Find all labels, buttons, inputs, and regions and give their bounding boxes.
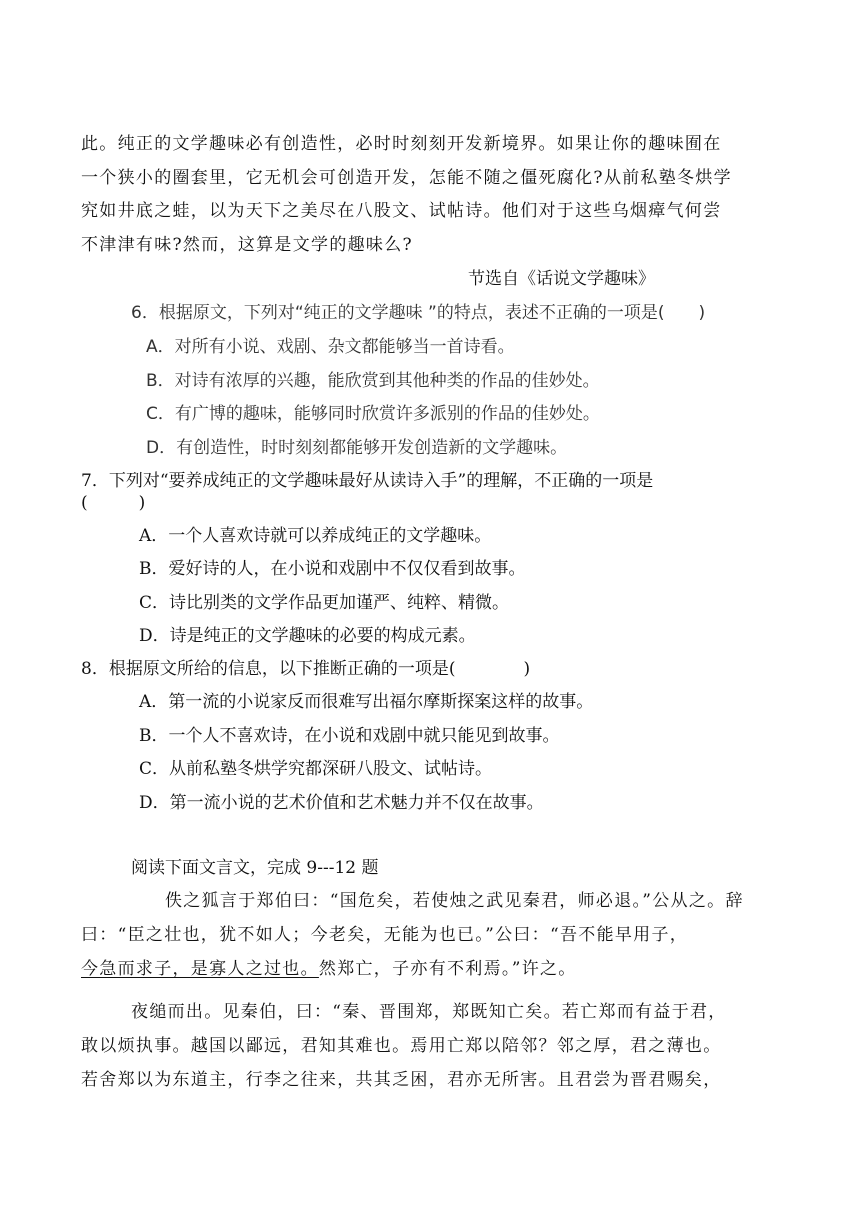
question-8-option-d: D．第一流小说的艺术价值和艺术魅力并不仅在故事。	[139, 793, 544, 813]
passage-line: 不津津有味?然而，这算是文学的趣味么?	[81, 235, 413, 255]
question-7-stem: 7．下列对“要养成纯正的文学趣味最好从读诗入手”的理解，不正确的一项是	[81, 471, 654, 491]
classical-line: 曰：“臣之壮也，犹不如人；今老矣，无能为也已。”公曰：“吾不能早用子，	[81, 925, 689, 945]
question-7-option-c: C．诗比别类的文学作品更加谨严、纯粹、精微。	[139, 593, 510, 613]
question-8-stem: 8．根据原文所给的信息，以下推断正确的一项是( )	[81, 659, 531, 679]
classical-line: 夜缒而出。见秦伯，曰：“秦、晋围郑，郑既知亡矣。若亡郑而有益于君，	[131, 1002, 727, 1022]
passage-line: 一个狭小的圈套里，它无机会可创造开发，怎能不随之僵死腐化?从前私塾冬烘学	[81, 168, 732, 188]
question-8-option-b: B．一个人不喜欢诗，在小说和戏剧中就只能见到故事。	[139, 726, 560, 746]
section-instruction: 阅读下面文言文，完成 9---12 题	[131, 858, 379, 878]
passage-line: 此。纯正的文学趣味必有创造性，必时时刻刻开发新境界。如果让你的趣味囿在	[81, 134, 722, 154]
source-attribution: 节选自《话说文学趣味》	[468, 269, 655, 289]
question-6-option-a: A．对所有小说、戏剧、杂文都能够当一首诗看。	[146, 337, 515, 357]
question-8-option-a: A．第一流的小说家反而很难写出福尔摩斯探案这样的故事。	[139, 692, 594, 712]
question-8-option-c: C．从前私塾冬烘学究都深研八股文、试帖诗。	[139, 759, 493, 779]
question-6-stem: 6．根据原文，下列对“纯正的文学趣味 ”的特点，表述不正确的一项是( )	[131, 303, 706, 323]
classical-line	[81, 957, 577, 981]
question-7-option-b: B．爱好诗的人，在小说和戏剧中不仅仅看到故事。	[139, 559, 526, 579]
question-6-option-c: C．有广博的趣味，能够同时欣赏许多派别的作品的佳妙处。	[146, 404, 600, 424]
question-7-option-d: D．诗是纯正的文学趣味的必要的构成元素。	[139, 626, 476, 646]
classical-line-rest: 然郑亡，子亦有不利焉。”许之。	[318, 959, 577, 979]
question-6-option-d: D．有创造性，时时刻刻都能够开发创造新的文学趣味。	[146, 438, 568, 458]
underlined-sentence: 今急而求子，是寡人之过也。	[81, 959, 319, 979]
question-7-option-a: A．一个人喜欢诗就可以养成纯正的文学趣味。	[139, 526, 492, 546]
classical-line: 敢以烦执事。越国以鄙远，君知其难也。焉用亡郑以陪邻？邻之厚，君之薄也。	[81, 1036, 722, 1056]
classical-line: 佚之狐言于郑伯曰：“国危矣，若使烛之武见秦君，师必退。”公从之。辞	[165, 891, 744, 911]
question-6-option-b: B．对诗有浓厚的兴趣，能欣赏到其他种类的作品的佳妙处。	[146, 371, 600, 391]
classical-line: 若舍郑以为东道主，行李之往来，共其乏困，君亦无所害。且君尝为晋君赐矣，	[81, 1070, 722, 1090]
passage-line: 究如井底之蛙，以为天下之美尽在八股文、试帖诗。他们对于这些乌烟瘴气何尝	[81, 201, 722, 221]
question-7-stem-cont: ( )	[81, 493, 146, 513]
